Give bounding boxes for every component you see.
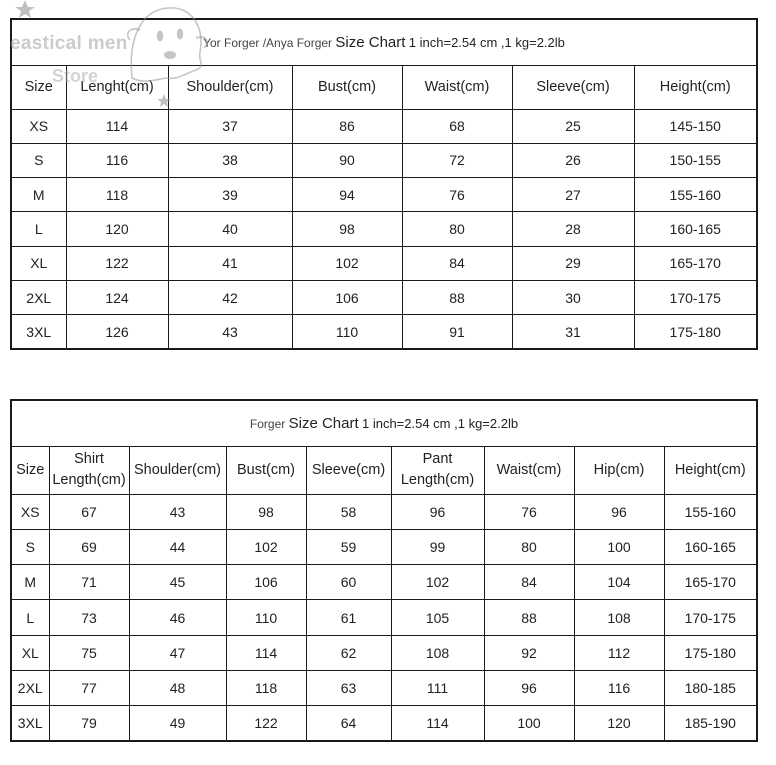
value-cell: 110 [292,315,402,349]
header-cell [484,446,574,494]
value-cell: 106 [226,565,306,600]
header-cell: Size [11,65,66,109]
size-chart-forger [10,399,758,742]
value-cell: 26 [512,143,634,177]
value-cell: 46 [129,600,226,635]
table-row [11,143,757,177]
value-cell: 155-160 [634,178,757,212]
value-cell: 114 [391,706,484,741]
value-cell: 98 [292,212,402,246]
value-cell: 60 [306,565,391,600]
table-row [11,246,757,280]
value-cell: 114 [66,109,168,143]
size-chart-yor-anya [10,18,758,350]
value-cell: 175-180 [664,635,757,670]
size-cell: 2XL [11,670,49,705]
value-cell: 116 [574,670,664,705]
table-row [11,212,757,246]
chart-title-main: Size Chart [335,33,406,51]
value-cell: 84 [402,246,512,280]
value-cell: 59 [306,529,391,564]
table-body [11,109,757,349]
size-cell: 2XL [11,280,66,314]
watermark-brand: eastical men [10,33,128,54]
value-cell: 76 [484,494,574,529]
chart-title-main: Size Chart [288,414,359,432]
value-cell: 102 [391,565,484,600]
size-cell: M [11,178,66,212]
value-cell: 160-165 [634,212,757,246]
value-cell: 122 [66,246,168,280]
value-cell: 31 [512,315,634,349]
value-cell: 170-175 [664,600,757,635]
value-cell: 58 [306,494,391,529]
value-cell: 42 [168,280,292,314]
value-cell: 67 [49,494,129,529]
header-cell [129,446,226,494]
value-cell: 41 [168,246,292,280]
value-cell: 49 [129,706,226,741]
value-cell: 64 [306,706,391,741]
value-cell: 118 [66,178,168,212]
header-cell [306,446,391,494]
value-cell: 165-170 [664,565,757,600]
star-icon [15,0,35,18]
header-cell [574,446,664,494]
size-cell: XL [11,246,66,280]
value-cell: 165-170 [634,246,757,280]
value-cell: 102 [292,246,402,280]
table-row [11,178,757,212]
value-cell: 44 [129,529,226,564]
header-cell: Waist(cm) [402,65,512,109]
value-cell: 61 [306,600,391,635]
value-cell: 69 [49,529,129,564]
value-cell: 124 [66,280,168,314]
table-row [11,280,757,314]
size-cell: M [11,565,49,600]
value-cell: 38 [168,143,292,177]
header-cell [664,446,757,494]
value-cell: 108 [574,600,664,635]
value-cell: 48 [129,670,226,705]
value-cell: 94 [292,178,402,212]
value-cell: 98 [226,494,306,529]
value-cell: 120 [66,212,168,246]
table-row [11,565,757,600]
header-line: Height(cm) [674,461,746,478]
size-cell: L [11,212,66,246]
value-cell: 63 [306,670,391,705]
value-cell: 118 [226,670,306,705]
value-cell: 185-190 [664,706,757,741]
size-cell: 3XL [11,315,66,349]
value-cell: 88 [402,280,512,314]
value-cell: 79 [49,706,129,741]
value-cell: 47 [129,635,226,670]
header-line: Bust(cm) [237,461,295,478]
size-cell: XS [11,494,49,529]
value-cell: 106 [292,280,402,314]
value-cell: 28 [512,212,634,246]
table-row [11,635,757,670]
table-row [11,670,757,705]
value-cell: 126 [66,315,168,349]
header-line: Size [16,461,45,478]
value-cell: 76 [402,178,512,212]
value-cell: 99 [391,529,484,564]
header-line: Shirt [74,451,104,467]
value-cell: 88 [484,600,574,635]
value-cell: 102 [226,529,306,564]
value-cell: 27 [512,178,634,212]
header-cell [49,446,129,494]
value-cell: 80 [402,212,512,246]
table-row [11,529,757,564]
value-cell: 62 [306,635,391,670]
value-cell: 116 [66,143,168,177]
header-cell: Sleeve(cm) [512,65,634,109]
header-row [11,65,757,109]
header-line: Pant [422,451,453,467]
value-cell: 108 [391,635,484,670]
value-cell: 39 [168,178,292,212]
chart-title [11,19,757,65]
value-cell: 155-160 [664,494,757,529]
value-cell: 86 [292,109,402,143]
value-cell: 72 [402,143,512,177]
table-row [11,494,757,529]
value-cell: 73 [49,600,129,635]
value-cell: 96 [484,670,574,705]
value-cell: 45 [129,565,226,600]
value-cell: 100 [574,529,664,564]
value-cell: 104 [574,565,664,600]
header-cell: Lenght(cm) [66,65,168,109]
chart-title-conversion: 1 inch=2.54 cm ,1 kg=2.2lb [361,415,519,431]
table-row [11,315,757,349]
value-cell: 170-175 [634,280,757,314]
value-cell: 96 [391,494,484,529]
value-cell: 110 [226,600,306,635]
header-row [11,446,757,494]
header-cell [11,446,49,494]
value-cell: 40 [168,212,292,246]
value-cell: 37 [168,109,292,143]
size-cell: S [11,143,66,177]
header-cell: Bust(cm) [292,65,402,109]
value-cell: 75 [49,635,129,670]
value-cell: 80 [484,529,574,564]
header-cell: Height(cm) [634,65,757,109]
size-cell: 3XL [11,706,49,741]
value-cell: 175-180 [634,315,757,349]
value-cell: 145-150 [634,109,757,143]
table-row [11,706,757,741]
value-cell: 180-185 [664,670,757,705]
value-cell: 96 [574,494,664,529]
value-cell: 122 [226,706,306,741]
value-cell: 160-165 [664,529,757,564]
value-cell: 120 [574,706,664,741]
chart-title-subject: Forger [249,416,286,431]
header-cell: Shoulder(cm) [168,65,292,109]
table-row [11,600,757,635]
header-cell [226,446,306,494]
value-cell: 91 [402,315,512,349]
header-line: Waist(cm) [496,461,562,478]
value-cell: 43 [168,315,292,349]
header-line: Length(cm) [400,472,475,488]
chart-title [11,400,757,446]
value-cell: 25 [512,109,634,143]
value-cell: 111 [391,670,484,705]
header-line: Length(cm) [52,472,126,488]
value-cell: 100 [484,706,574,741]
value-cell: 43 [129,494,226,529]
value-cell: 77 [49,670,129,705]
header-line: Hip(cm) [593,461,645,478]
watermark-store: Store [52,66,99,86]
chart-title-conversion: 1 inch=2.54 cm ,1 kg=2.2lb [408,34,565,50]
size-cell: L [11,600,49,635]
value-cell: 150-155 [634,143,757,177]
value-cell: 84 [484,565,574,600]
size-cell: XL [11,635,49,670]
value-cell: 30 [512,280,634,314]
header-line: Shoulder(cm) [133,461,222,478]
value-cell: 68 [402,109,512,143]
value-cell: 71 [49,565,129,600]
header-cell [391,446,484,494]
table-row [11,109,757,143]
chart-title-subject: Yor Forger /Anya Forger [203,35,333,50]
value-cell: 92 [484,635,574,670]
header-line: Sleeve(cm) [311,461,386,478]
value-cell: 90 [292,143,402,177]
size-cell: S [11,529,49,564]
value-cell: 29 [512,246,634,280]
table-body [11,494,757,741]
value-cell: 112 [574,635,664,670]
size-cell: XS [11,109,66,143]
value-cell: 105 [391,600,484,635]
value-cell: 114 [226,635,306,670]
